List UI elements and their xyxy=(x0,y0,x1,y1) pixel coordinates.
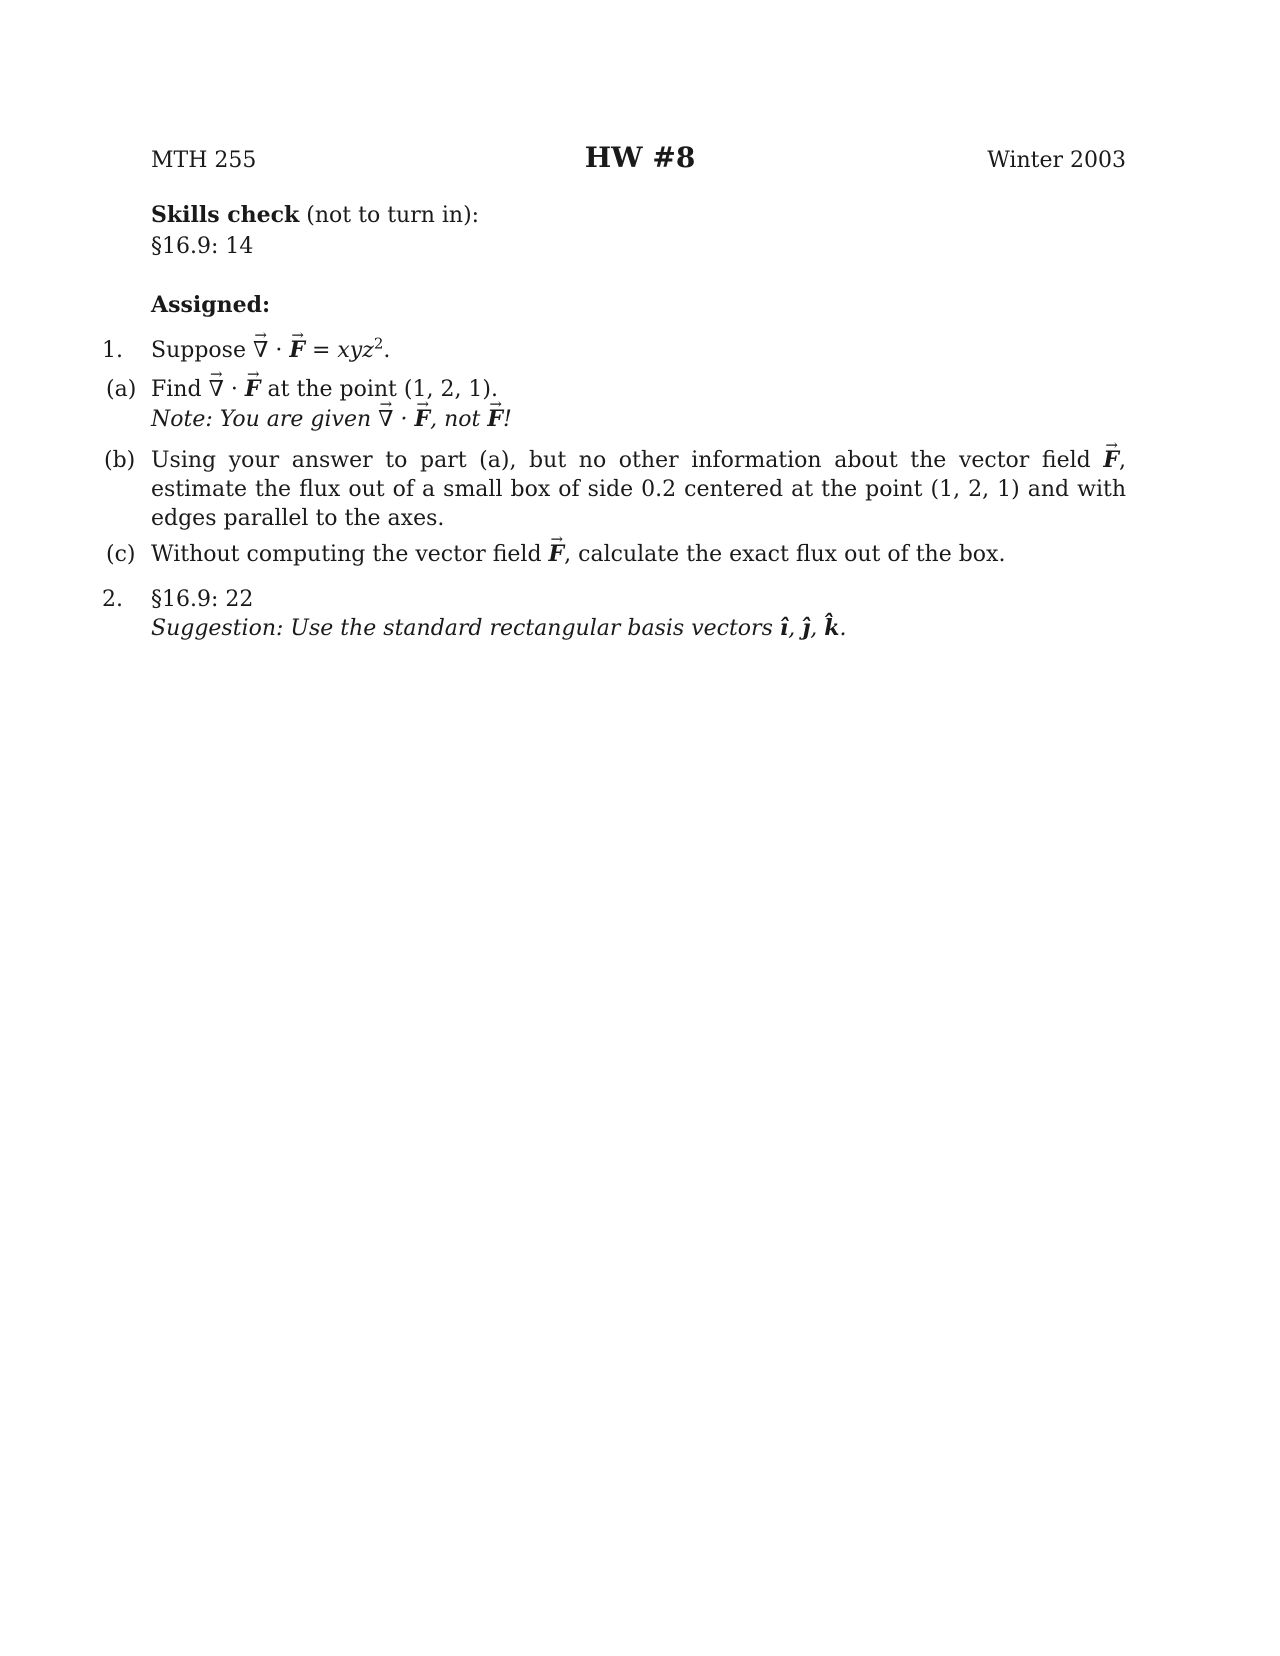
vector-f: → F xyxy=(415,405,431,434)
part-a-note: Note: You are given → ∇ · → F, not → F! xyxy=(151,405,1126,434)
part-label: (b) xyxy=(104,448,136,473)
term: Winter 2003 xyxy=(987,148,1126,173)
problem-2-ref: §16.9: 22 xyxy=(151,587,254,612)
part-b-post: , estimate the flux out of a small box of side 0.2 centered at the point (1, 2, 1) and with edges parallel to the axes. xyxy=(151,448,1126,531)
vector-f: → F xyxy=(487,405,503,434)
part-c-text xyxy=(151,540,1126,569)
part-label: (a) xyxy=(106,377,137,402)
suggestion-text: Suggestion: Use the standard rectangular basis vectors xyxy=(151,616,773,641)
page-title: HW #8 xyxy=(584,141,696,174)
nabla-symbol: → ∇ xyxy=(209,375,224,404)
vector-f: → F xyxy=(245,375,261,404)
part-c-pre: Without computing the vector field xyxy=(151,542,542,567)
nabla-symbol: → ∇ xyxy=(253,336,268,365)
part-c-post: , calculate the exact flux out of the box. xyxy=(564,542,1006,567)
skills-heading: Skills check xyxy=(151,202,300,228)
nabla-symbol: → ∇ xyxy=(378,405,393,434)
period: . xyxy=(839,616,847,641)
problem-number: 1. xyxy=(102,338,123,363)
skills-check xyxy=(151,200,479,231)
note-pre: Note: You are given xyxy=(151,407,372,432)
note-end: ! xyxy=(503,407,512,432)
part-b-pre: Using your answer to part (a), but no other information about the vector field xyxy=(151,448,1091,473)
separator: , xyxy=(810,616,818,641)
part-a-post: at the point (1, 2, 1). xyxy=(267,377,499,402)
part-b-text xyxy=(151,446,1126,533)
skills-problems: §16.9: 14 xyxy=(151,234,254,259)
problem-1-equation: = xyz xyxy=(311,338,374,363)
period: . xyxy=(383,338,391,363)
assigned-heading: Assigned: xyxy=(151,292,271,318)
problem-1-intro: Suppose xyxy=(151,338,246,363)
unit-vector-j: ȷ̂ xyxy=(802,615,811,641)
exponent: 2 xyxy=(373,334,384,353)
unit-vector-i: ı̂ xyxy=(779,615,789,641)
vector-f: → F xyxy=(549,540,565,569)
problem-2-suggestion xyxy=(151,614,1126,643)
part-label: (c) xyxy=(106,542,136,567)
skills-note: (not to turn in): xyxy=(306,203,480,228)
course-code: MTH 255 xyxy=(151,148,257,173)
note-mid: , not xyxy=(430,407,481,432)
vector-f: → F xyxy=(1103,446,1119,475)
part-a-text: Find → ∇ · → F at the point (1, 2, 1). xyxy=(151,375,1126,404)
unit-vector-k: k̂ xyxy=(824,615,840,641)
part-a-pre: Find xyxy=(151,377,202,402)
vector-f: → F xyxy=(289,336,305,365)
problem-number: 2. xyxy=(102,587,123,612)
problem-text: Suppose → ∇ · → F = xyz$^2$. xyxy=(151,336,1126,365)
separator: , xyxy=(788,616,796,641)
